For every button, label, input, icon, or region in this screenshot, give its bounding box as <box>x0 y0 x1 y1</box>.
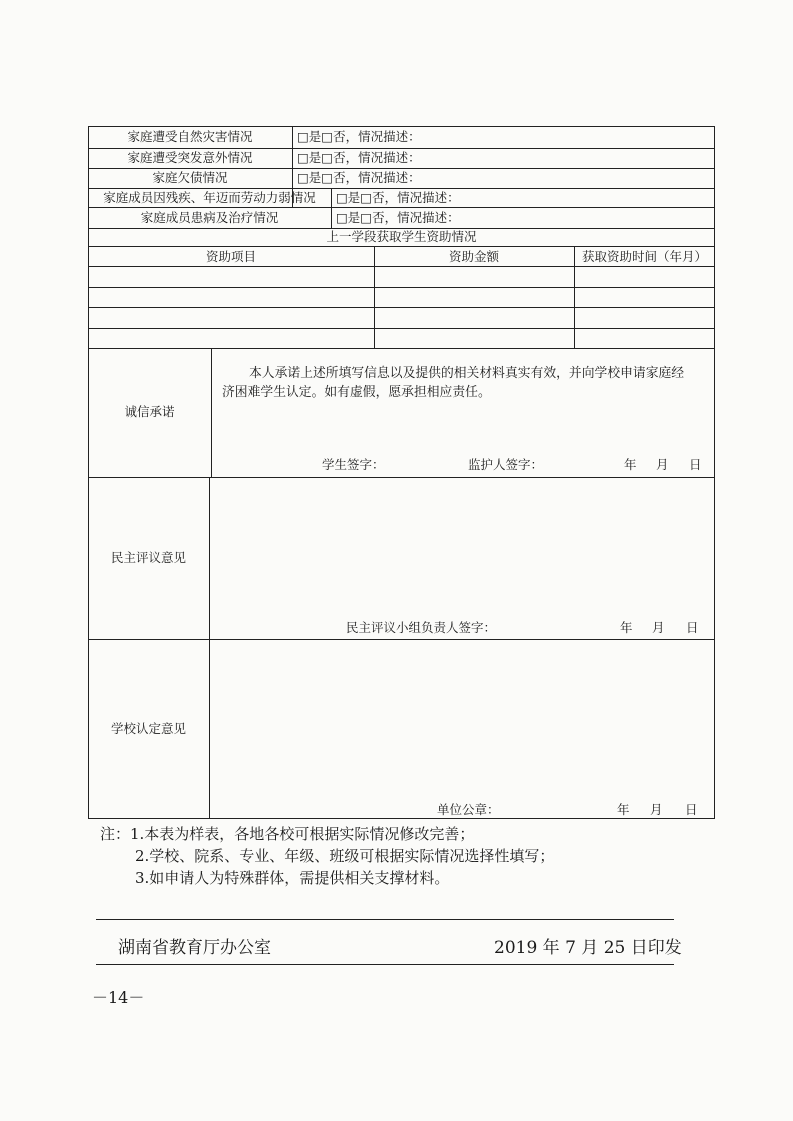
issuer: 湖南省教育厅办公室 <box>118 938 271 958</box>
date-day: 日 <box>689 457 702 472</box>
aid-header-time: 获取资助时间（年月） <box>581 249 707 264</box>
row-value: □是□否，情况描述： <box>297 170 421 185</box>
aid-section-title: 上一学段获取学生资助情况 <box>326 229 477 244</box>
row-label: 家庭欠债情况 <box>152 170 228 185</box>
democratic-sign-label: 民主评议小组负责人签字： <box>346 620 497 635</box>
aid-header-amount: 资助金额 <box>448 249 499 264</box>
guardian-sign-label: 监护人签字： <box>468 457 544 472</box>
row-value: □是□否，情况描述： <box>336 210 460 225</box>
note-line-2: 2.学校、院系、专业、年级、班级可根据实际情况选择性填写； <box>135 847 555 865</box>
note-line-1: 注：1.本表为样表，各地各校可根据实际情况修改完善； <box>100 825 475 843</box>
footer-rule-top <box>96 919 674 920</box>
row-label: 家庭遭受自然灾害情况 <box>127 129 253 144</box>
row-divider <box>88 188 715 189</box>
row-value: □是□否，情况描述： <box>297 129 421 144</box>
row-divider <box>88 246 715 247</box>
date-month: 月 <box>656 457 669 472</box>
row-label: 家庭成员患病及治疗情况 <box>140 210 279 225</box>
date-year: 年 <box>624 457 637 472</box>
school-label: 学校认定意见 <box>110 721 186 736</box>
row-divider <box>88 477 715 478</box>
date-month: 月 <box>650 802 663 817</box>
row-divider <box>88 639 715 640</box>
note-line-3: 3.如申请人为特殊群体，需提供相关支撑材料。 <box>135 869 450 887</box>
date-day: 日 <box>686 620 699 635</box>
row-value: □是□否，情况描述： <box>336 190 460 205</box>
row-divider <box>88 287 715 288</box>
row-label: 家庭遭受突发意外情况 <box>127 150 253 165</box>
integrity-text-line2: 济困难学生认定。如有虚假，愿承担相应责任。 <box>222 385 491 400</box>
col-divider <box>209 477 210 819</box>
integrity-label: 诚信承诺 <box>124 404 175 419</box>
row-label: 家庭成员因残疾、年迈而劳动力弱情况 <box>103 190 316 205</box>
date-year: 年 <box>620 620 633 635</box>
row-divider <box>88 328 715 329</box>
democratic-label: 民主评议意见 <box>110 550 186 565</box>
row-divider <box>88 348 715 349</box>
seal-label: 单位公章： <box>437 802 500 817</box>
page-number: －14－ <box>92 988 145 1007</box>
row-divider <box>88 168 715 169</box>
date-month: 月 <box>652 620 665 635</box>
integrity-text-line1: 本人承诺上述所填写信息以及提供的相关材料真实有效，并向学校申请家庭经 <box>249 366 685 381</box>
row-divider <box>88 207 715 208</box>
issue-date: 2019 年 7 月 25 日印发 <box>494 938 682 958</box>
col-divider <box>331 188 332 228</box>
row-divider <box>88 148 715 149</box>
date-day: 日 <box>685 802 698 817</box>
student-sign-label: 学生签字： <box>322 457 385 472</box>
row-value: □是□否，情况描述： <box>297 150 421 165</box>
aid-header-item: 资助项目 <box>205 249 256 264</box>
row-divider <box>88 307 715 308</box>
date-year: 年 <box>617 802 630 817</box>
footer-rule-bottom <box>96 964 674 965</box>
row-divider <box>88 266 715 267</box>
col-divider <box>211 348 212 477</box>
